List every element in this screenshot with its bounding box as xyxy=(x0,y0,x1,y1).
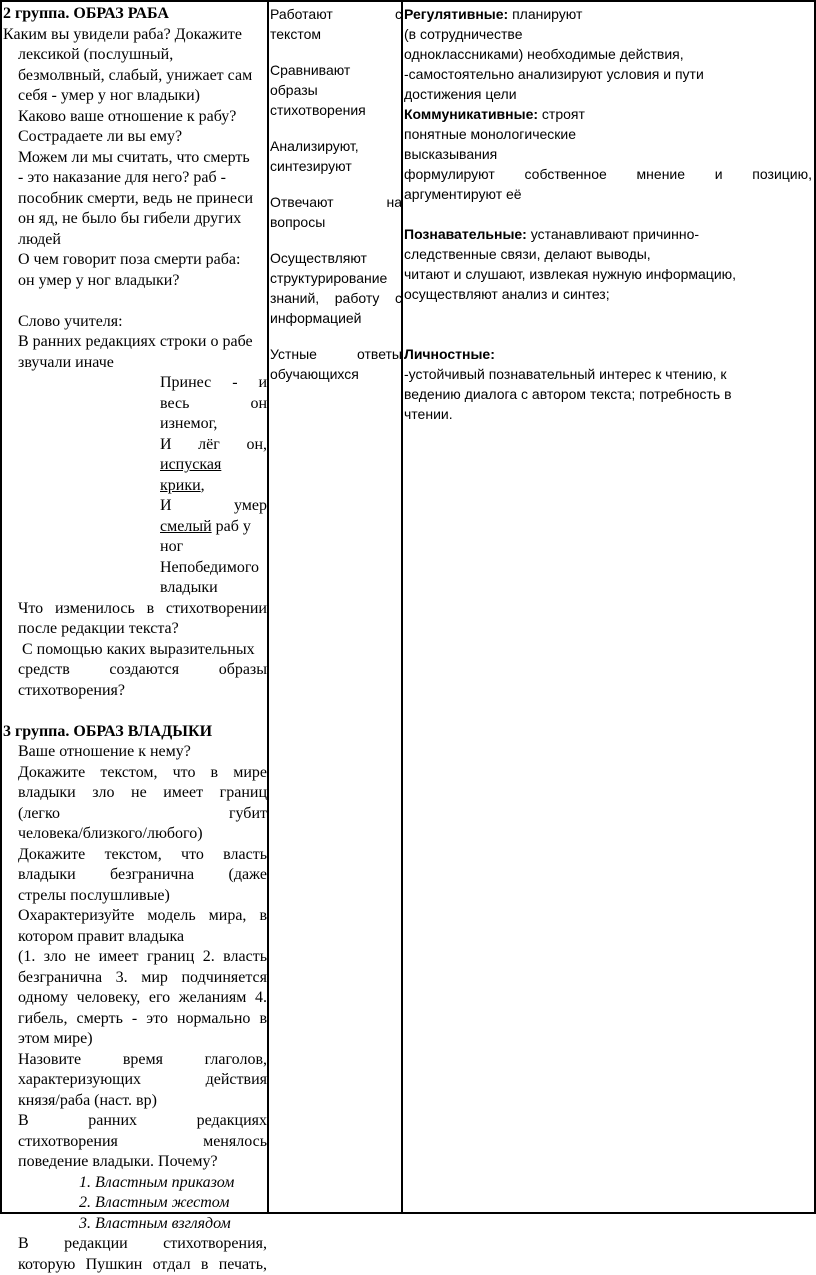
text-line: стрелы послушливые) xyxy=(3,886,267,907)
text-line: информацией xyxy=(270,308,402,328)
text-line: достижения цели xyxy=(404,84,812,104)
text-line: Ваше отношение к нему? xyxy=(3,742,267,763)
list-item: 3. Властным взглядом xyxy=(3,1214,267,1235)
text-line: текстом xyxy=(270,24,402,44)
cognitive-section: Познавательные: устанавливают причинно- xyxy=(404,224,812,244)
text-line: Сострадаете ли вы ему? xyxy=(3,127,267,148)
text-line: средств создаются образы xyxy=(3,660,267,681)
text-line: стихотворения xyxy=(270,100,402,120)
text-line: одноклассниками) необходимые действия, xyxy=(404,44,812,64)
text-line: С помощью каких выразительных xyxy=(3,640,267,661)
text-line: В ранних редакциях xyxy=(3,1111,267,1132)
text-line: он яд, не было бы гибели других xyxy=(3,209,267,230)
text-line: следственные связи, делают выводы, xyxy=(404,244,812,264)
text-line: Анализируют, xyxy=(270,136,402,156)
text-line: Работают с xyxy=(270,4,402,24)
text-line: Назовите время глаголов, xyxy=(3,1050,267,1071)
poem-line: владыки xyxy=(160,578,267,599)
text-line: Докажите текстом, что власть xyxy=(3,845,267,866)
text-line: которую Пушкин отдал в печать, xyxy=(3,1255,267,1275)
text-line: характеризующих действия xyxy=(3,1070,267,1091)
text-line: поведение владыки. Почему? xyxy=(3,1152,267,1173)
text-line: -устойчивый познавательный интерес к чтению, к xyxy=(404,364,812,384)
text-line: этом мире) xyxy=(3,1029,267,1050)
text-line: Осуществляют xyxy=(270,248,402,268)
text-line: (легко губит xyxy=(3,804,267,825)
text-line: Докажите текстом, что в мире xyxy=(3,763,267,784)
text-line: О чем говорит поза смерти раба: xyxy=(3,250,267,271)
text-line: осуществляют анализ и синтез; xyxy=(404,284,812,304)
poem-excerpt xyxy=(3,373,267,599)
text-line: Что изменилось в стихотворении xyxy=(3,599,267,620)
table-left-border xyxy=(0,0,2,1214)
text-line: Каково ваше отношение к рабу? xyxy=(3,107,267,128)
text-line: синтезируют xyxy=(270,156,402,176)
text-line: чтении. xyxy=(404,404,812,424)
text-line: В редакции стихотворения, xyxy=(3,1234,267,1255)
text-fragment: , xyxy=(201,477,205,494)
text-line: вопросы xyxy=(270,212,402,232)
text-line: читают и слушают, извлекая нужную информацию, xyxy=(404,264,812,284)
text-line: Можем ли мы считать, что смерть xyxy=(3,148,267,169)
text-line: одному человеку, его желаниям 4. xyxy=(3,988,267,1009)
text-line: ведению диалога с автором текста; потребность в xyxy=(404,384,812,404)
text-line: человека/близкого/любого) xyxy=(3,824,267,845)
teacher-word-label: Слово учителя: xyxy=(3,312,267,333)
text-line: - это наказание для него? раб - xyxy=(3,168,267,189)
text-line: высказывания xyxy=(404,144,812,164)
underlined-word: крики xyxy=(160,477,201,494)
text-line: Охарактеризуйте модель мира, в xyxy=(3,906,267,927)
text-line: гибель, смерть - это нормально в xyxy=(3,1009,267,1030)
student-activity-column xyxy=(270,4,402,384)
poem-line: И умер xyxy=(160,496,267,517)
poem-line: весь он xyxy=(160,394,267,415)
text-line: Сравнивают xyxy=(270,60,402,80)
group2-title: 2 группа. ОБРАЗ РАБА xyxy=(3,4,267,25)
text-line: (1. зло не имеет границ 2. власть xyxy=(3,947,267,968)
learning-outcomes-column xyxy=(404,4,812,424)
list-item: 1. Властным приказом xyxy=(3,1173,267,1194)
text-line: Отвечают на xyxy=(270,192,402,212)
poem-line: И лёг он, xyxy=(160,435,267,456)
text-line: В ранних редакциях строки о рабе xyxy=(3,332,267,353)
text-line: безгранична 3. мир подчиняется xyxy=(3,968,267,989)
regulative-section: Регулятивные: планируют xyxy=(404,4,812,24)
text-line: формулируют собственное мнение и позицию, xyxy=(404,164,812,184)
column-divider-1 xyxy=(267,0,269,1214)
text-line: владыки зло не имеет границ xyxy=(3,783,267,804)
text-line: обучающихся xyxy=(270,364,402,384)
text-line: -самостоятельно анализируют условия и пути xyxy=(404,64,812,84)
group3-title: 3 группа. ОБРАЗ ВЛАДЫКИ xyxy=(3,722,267,743)
poem-line: Непобедимого xyxy=(160,558,267,579)
text-line: образы xyxy=(270,80,402,100)
text-line: людей xyxy=(3,230,267,251)
communicative-section: Коммуникативные: строят xyxy=(404,104,812,124)
text-line: после редакции текста? xyxy=(3,619,267,640)
text-line: владыки безгранична (даже xyxy=(3,865,267,886)
text-line: стихотворения менялось xyxy=(3,1132,267,1153)
text-line: знаний, работу с xyxy=(270,288,402,308)
text-fragment: раб у xyxy=(212,518,251,535)
text-line: Устные ответы xyxy=(270,344,402,364)
text-line: лексикой (послушный, xyxy=(3,45,267,66)
text-line: аргументируют её xyxy=(404,184,812,204)
text-line: себя - умер у ног владыки) xyxy=(3,86,267,107)
text-line: князя/раба (наст. вр) xyxy=(3,1091,267,1112)
personal-section: Личностные: xyxy=(404,344,812,364)
text-line: он умер у ног владыки? xyxy=(3,271,267,292)
text-line: звучали иначе xyxy=(3,353,267,374)
underlined-word: испуская xyxy=(160,456,221,473)
text-line: безмолвный, слабый, унижает сам xyxy=(3,66,267,87)
text-line: понятные монологические xyxy=(404,124,812,144)
text-line: котором правит владыка xyxy=(3,927,267,948)
poem-line: Принес - и xyxy=(160,373,267,394)
poem-line: ног xyxy=(160,537,267,558)
text-line: стихотворения? xyxy=(3,681,267,702)
underlined-word: смелый xyxy=(160,518,212,535)
poem-line: изнемог, xyxy=(160,414,267,435)
list-item: 2. Властным жестом xyxy=(3,1193,267,1214)
text-line: структурирование xyxy=(270,268,402,288)
text-line: пособник смерти, ведь не принеси xyxy=(3,189,267,210)
text-line: Каким вы увидели раба? Докажите xyxy=(3,25,267,46)
text-line: (в сотрудничестве xyxy=(404,24,812,44)
table-top-border xyxy=(0,0,816,2)
teacher-activity-column xyxy=(3,4,267,1275)
